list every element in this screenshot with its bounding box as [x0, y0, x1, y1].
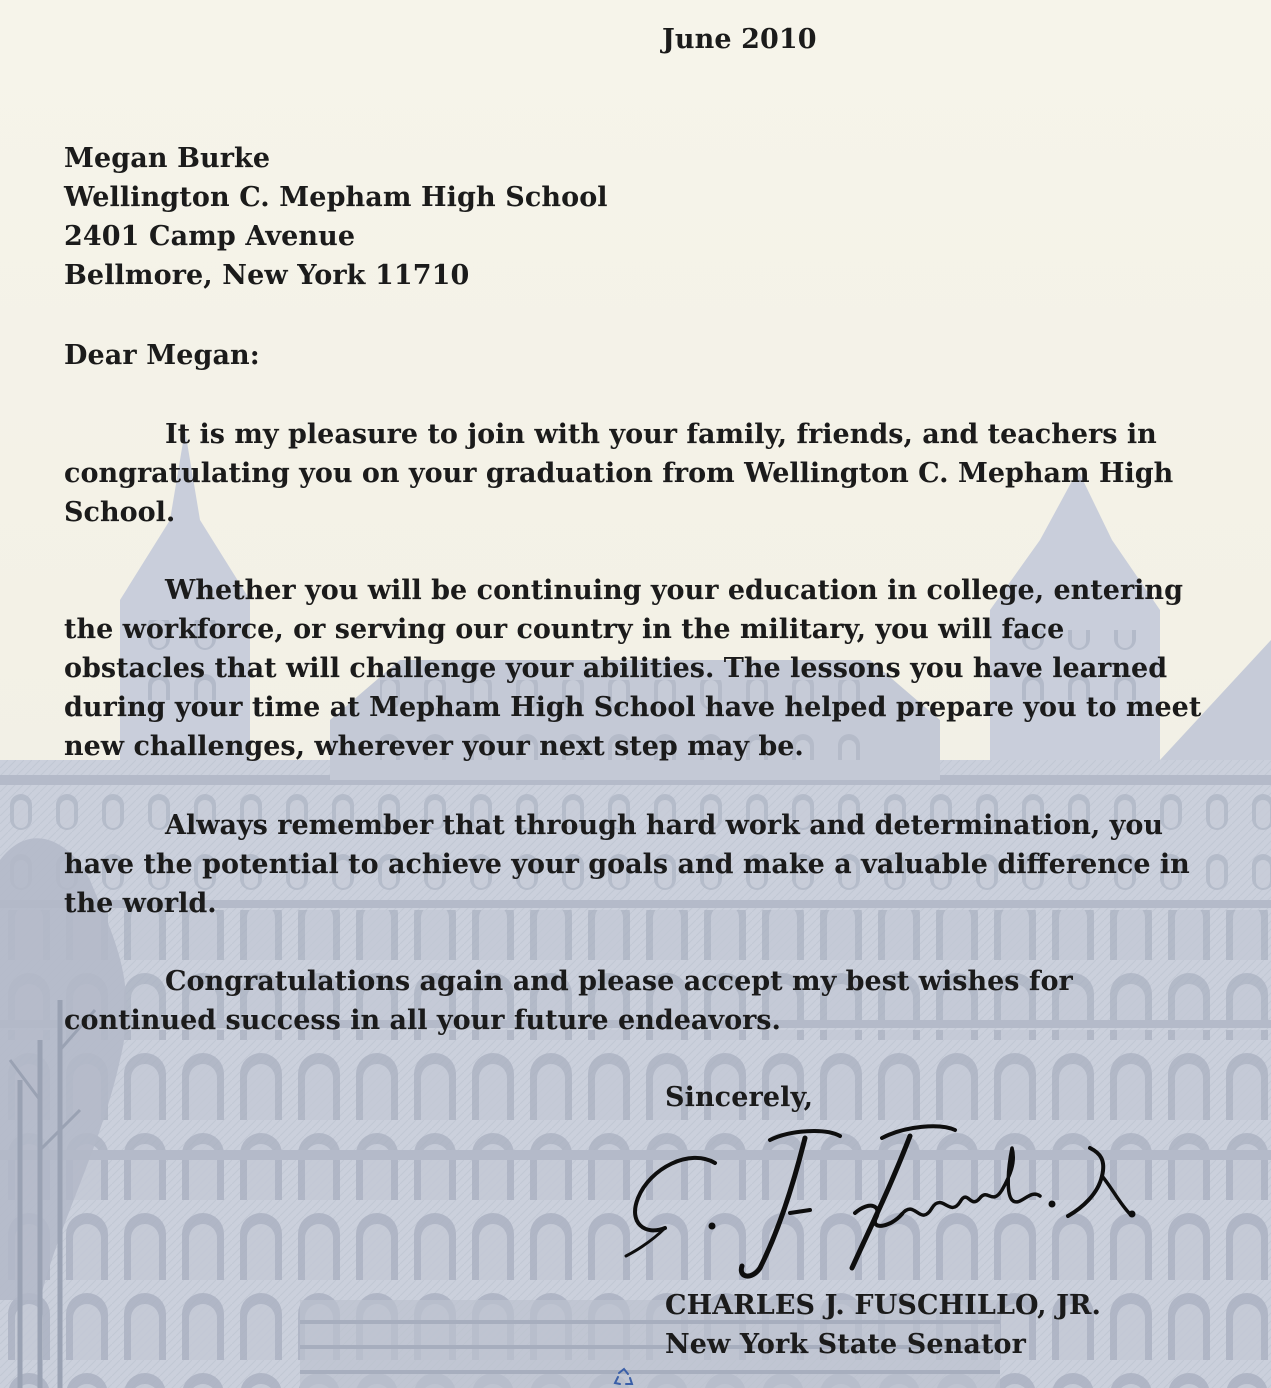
- paragraph-3: Always remember that through hard work and determination, you have the potential to achieve your goals and make a valuable difference in the world.: [64, 810, 1190, 919]
- sender-title: New York State Senator: [665, 1329, 1026, 1360]
- closing: Sincerely,: [665, 1082, 814, 1113]
- signature-icon: [620, 1118, 1150, 1283]
- salutation: Dear Megan:: [64, 340, 260, 371]
- recipient-school: Wellington C. Mepham High School: [64, 182, 608, 213]
- paragraph-4: Congratulations again and please accept my best wishes for continued success in all your future endeavors.: [64, 966, 1073, 1036]
- recycle-icon: [611, 1367, 637, 1387]
- recipient-city: Bellmore, New York 11710: [64, 260, 470, 291]
- recipient-street: 2401 Camp Avenue: [64, 221, 356, 252]
- paragraph-2: Whether you will be continuing your education in college, entering the workforce, or serving our country in the military, you will face obstacles that will challenge your abilities. The lessons you have learned during your time at Mepham High School have helped prepare you to meet new challenges, wherever your next step may be.: [64, 575, 1202, 762]
- paragraph-1: It is my pleasure to join with your family, friends, and teachers in congratulating you on your graduation from Wellington C. Mepham High School.: [64, 419, 1174, 528]
- recipient-name: Megan Burke: [64, 143, 271, 174]
- letter-date: June 2010: [662, 24, 817, 55]
- sender-name: CHARLES J. FUSCHILLO, JR.: [665, 1290, 1101, 1321]
